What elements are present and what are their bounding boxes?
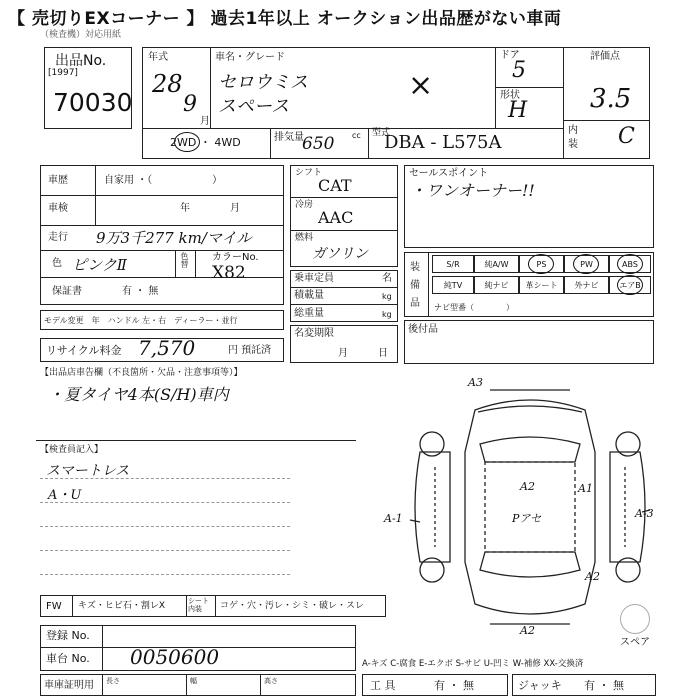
- shift-value: CAT: [318, 176, 352, 195]
- tools-value: 有 ・ 無: [434, 679, 474, 692]
- equipment-item: PW: [564, 255, 609, 273]
- capacity-unit-1: kg: [382, 292, 392, 301]
- equipment-label3: 品: [410, 298, 420, 309]
- equipment-circle-abs: [617, 254, 643, 274]
- chassis-label: 車台 No.: [46, 652, 90, 665]
- name-change-label: 名変期限: [294, 328, 334, 339]
- model-label: 型式: [372, 128, 391, 138]
- capacity-label-2: 総重量: [294, 308, 324, 319]
- car-roof: [485, 462, 575, 552]
- inspector-line1: スマートレス: [46, 463, 130, 479]
- diagram-mark: A-3: [635, 507, 654, 520]
- interior-value: C: [618, 124, 635, 149]
- year-month: 9: [183, 92, 197, 117]
- car-diagram: [380, 372, 680, 642]
- recycle-value: 7,570: [138, 336, 196, 360]
- lot-label: 出品No.: [55, 53, 107, 69]
- car-name-line1: セロウミス: [218, 72, 308, 93]
- diagram-mark: A2: [585, 570, 600, 583]
- history-label-0: 車歴: [48, 175, 68, 186]
- history-text-2: 9万3千277 km/マイル: [96, 229, 252, 247]
- seat-items: コゲ・穴・汚レ・シミ・破レ・スレ: [220, 601, 365, 611]
- equipment-item: 外ナビ: [564, 276, 609, 294]
- equipment-item: 革シート: [519, 276, 564, 294]
- year-month-unit: 月: [200, 116, 210, 127]
- equipment-item: S/R: [432, 255, 474, 273]
- chassis-value: 0050600: [130, 645, 220, 669]
- equipment-label1: 装: [410, 262, 420, 273]
- header-title: 【 売切りEXコーナー 】 過去1年以上 オークション出品歴がない車両: [8, 9, 562, 29]
- color-label: 色: [52, 258, 62, 269]
- diagram-mark: A3: [468, 376, 483, 389]
- capacity-unit-2: kg: [382, 310, 392, 319]
- car-rear-window: [480, 552, 580, 577]
- sales-point-label: セールスポイント: [409, 168, 489, 179]
- equipment-item: 純ナビ: [474, 276, 519, 294]
- certificate-label: 車庫証明用: [44, 680, 94, 691]
- year-value: 28: [152, 70, 183, 98]
- legend-text: A-キズ C-腐食 E-エクボ S-サビ U-凹ミ W-補修 XX-交換済: [362, 659, 584, 669]
- model-change-text: モデル変更 年 ハンドル 左・右 ディーラー・並行: [44, 316, 238, 325]
- inspector-line2: A・U: [48, 488, 82, 503]
- lot-number: 70030: [53, 88, 133, 117]
- registration-label: 登録 No.: [46, 629, 90, 642]
- recycle-unit: 円 預託済: [228, 345, 272, 356]
- certificate-item: 幅: [190, 677, 197, 685]
- year-label: 年式: [148, 52, 168, 63]
- drive-text: 2WD ・ 4WD: [170, 136, 241, 149]
- diagram-mark: Pアセ: [512, 512, 542, 525]
- displacement-unit: cc: [352, 131, 361, 140]
- seat-label: シート内装: [188, 597, 209, 613]
- capacity-unit-0: 名: [382, 273, 392, 284]
- retrofit-label: 後付品: [408, 324, 438, 335]
- displacement-label: 排気量: [274, 132, 304, 143]
- equipment-item: ABS: [609, 255, 651, 273]
- inspector-label: 【検査員記入】: [40, 445, 104, 455]
- car-windshield: [480, 437, 580, 462]
- certificate-item: 長さ: [106, 677, 120, 685]
- car-name-line2: スペース: [218, 96, 290, 117]
- doors-label: ドア: [500, 50, 520, 61]
- retrofit-block: [404, 320, 654, 364]
- diagram-mark: A2: [520, 624, 535, 637]
- displacement-value: 650: [302, 134, 335, 154]
- score-label: 評価点: [590, 51, 620, 62]
- sales-point-value: ・ワンオーナー!!: [410, 181, 535, 200]
- diagram-mark: A2: [520, 480, 535, 493]
- interior-label1: 内: [568, 125, 578, 136]
- equipment-item: 純TV: [432, 276, 474, 294]
- tools-label: 工 具: [370, 679, 396, 692]
- fw-label: FW: [46, 601, 62, 612]
- notes-label: 【出品店車告欄（不良箇所・欠品・注意事項等）】: [40, 368, 243, 378]
- equipment-item: PS: [519, 255, 564, 273]
- doors-value: 5: [512, 58, 526, 83]
- color-change-label: 色替: [180, 252, 189, 268]
- history-label-2: 走行: [48, 232, 68, 243]
- equipment-circle-airbag: [617, 275, 643, 295]
- car-name-mark: ×: [408, 68, 434, 103]
- color-value: ピンクⅡ: [72, 256, 127, 274]
- color-no-value: X82: [212, 263, 246, 283]
- diagram-mark: A-1: [384, 512, 403, 525]
- equipment-item: 純A/W: [474, 255, 519, 273]
- equipment-item: エアB: [609, 276, 651, 294]
- header-subtitle: （検査機）対応用紙: [40, 30, 122, 40]
- equipment-navi: ナビ型番（ ）: [434, 303, 514, 312]
- equipment-circle-pw: [573, 254, 599, 274]
- history-label-1: 車検: [48, 203, 68, 214]
- equipment-label2: 備: [410, 280, 420, 291]
- history-text-0: 自家用 ・（ ）: [104, 175, 223, 186]
- certificate-item: 高さ: [264, 677, 278, 685]
- score-value: 3.5: [590, 84, 632, 114]
- interior-label2: 装: [568, 139, 578, 150]
- shape-label: 形状: [500, 90, 520, 101]
- spare-label: スペア: [620, 637, 650, 648]
- warranty-value: 有 ・ 無: [122, 286, 159, 297]
- drive-circle: [174, 132, 200, 152]
- notes-value: ・夏タイヤ4本(S/H)車内: [48, 385, 229, 404]
- fuel-value: ガソリン: [312, 246, 368, 262]
- car-hood: [478, 406, 582, 412]
- jack-label: ジャッキ: [518, 679, 562, 692]
- equipment-circle-ps: [528, 254, 554, 274]
- car-side-left: [415, 452, 450, 562]
- aircon-label: 冷房: [295, 200, 314, 210]
- aircon-value: AAC: [318, 208, 354, 227]
- fw-items: キズ・ヒビ石・割レX: [78, 601, 165, 611]
- color-no-label: カラーNo.: [212, 252, 259, 263]
- warranty-label: 保証書: [52, 286, 82, 297]
- lot-small: [1997]: [48, 68, 78, 78]
- recycle-label: リサイクル料金: [46, 344, 122, 357]
- fuel-label: 燃料: [295, 233, 314, 243]
- capacity-label-0: 乗車定員: [294, 273, 334, 284]
- model-value: DBA - L575A: [384, 132, 502, 153]
- car-name-label: 車名・グレード: [215, 52, 285, 63]
- history-text-1: 年 月: [180, 203, 240, 214]
- lot-box: [44, 47, 132, 129]
- shift-label: シフト: [295, 168, 323, 178]
- jack-value: 有 ・ 無: [584, 679, 624, 692]
- shape-value: H: [508, 98, 528, 123]
- capacity-label-1: 積載量: [294, 290, 324, 301]
- diagram-mark: A1: [578, 482, 593, 495]
- name-change-text: 月 日: [338, 348, 388, 359]
- spare-circle: [620, 604, 650, 634]
